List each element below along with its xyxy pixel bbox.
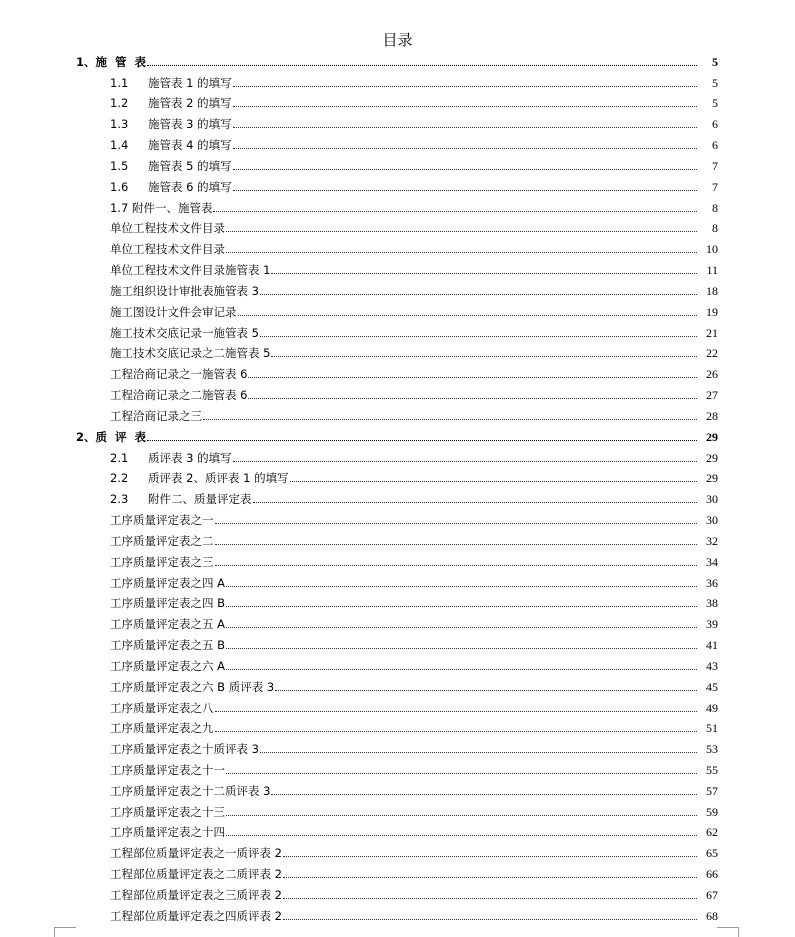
toc-dot-leader (226, 647, 697, 649)
toc-entry-label (110, 159, 232, 175)
toc-entry-label: 工序质量评定表之三 (110, 554, 214, 569)
toc-page-number: 65 (706, 846, 718, 861)
toc-page-number: 29 (706, 450, 718, 465)
toc-entry[interactable] (0, 737, 795, 758)
toc-dot-leader (253, 501, 698, 503)
toc-entry[interactable] (0, 571, 795, 592)
toc-entry[interactable] (0, 883, 795, 904)
toc-entry-number: 2.2 (110, 471, 129, 486)
toc-entry[interactable] (0, 487, 795, 508)
toc-dot-leader (233, 147, 697, 149)
toc-page-number: 34 (706, 554, 718, 569)
toc-entry-label (110, 451, 232, 467)
toc-page-number: 27 (706, 388, 718, 403)
toc-dot-leader (233, 126, 697, 128)
toc-entry-label: 工序质量评定表之十二质评表 3 (110, 783, 271, 798)
toc-entry-number: 1.1 (110, 75, 129, 90)
toc-entry[interactable] (0, 342, 795, 363)
toc-page-number: 7 (712, 179, 718, 194)
toc-entry-title: 施管表 1 的填写 (148, 75, 232, 90)
toc-page-number: 29 (706, 429, 718, 444)
toc-dot-leader (147, 64, 697, 66)
toc-entry[interactable] (0, 362, 795, 383)
toc-entry-label: 工序质量评定表之四 B (110, 596, 226, 611)
toc-entry[interactable] (0, 779, 795, 800)
page-corner-mark-right (718, 927, 739, 937)
toc-dot-leader (283, 897, 697, 899)
toc-entry-number: 1.5 (110, 158, 129, 173)
toc-page-number: 41 (706, 638, 718, 653)
toc-entry-label: 工序质量评定表之十质评表 3 (110, 742, 259, 757)
toc-page-number: 32 (706, 533, 718, 548)
toc-page-number: 8 (712, 200, 718, 215)
toc-page-number: 6 (712, 117, 718, 132)
toc-entry[interactable] (0, 654, 795, 675)
toc-page-number: 29 (706, 471, 718, 486)
toc-page-number: 30 (706, 513, 718, 528)
toc-entry-title: 质评表 3 的填写 (148, 450, 232, 465)
toc-entry[interactable] (0, 175, 795, 196)
toc-page-number: 67 (706, 887, 718, 902)
toc-entry-label (110, 117, 232, 133)
toc-entry-title: 施管表 4 的填写 (148, 138, 232, 153)
toc-page-number: 6 (712, 138, 718, 153)
toc-entry[interactable] (0, 592, 795, 613)
toc-entry-label: 单位工程技术文件目录施管表 1 (110, 263, 271, 278)
toc-entry[interactable] (0, 508, 795, 529)
toc-entry-label: 施工技术交底记录一施管表 5 (110, 325, 259, 340)
toc-entry[interactable] (0, 904, 795, 925)
toc-page-number: 59 (706, 804, 718, 819)
toc-entry-number: 1.2 (110, 96, 129, 111)
toc-entry-title: 施管表 3 的填写 (148, 117, 232, 132)
toc-dot-leader (233, 85, 697, 87)
toc-entry[interactable] (0, 633, 795, 654)
toc-page-number: 28 (706, 408, 718, 423)
toc-entry-title: 附件二、质量评定表 (148, 492, 252, 507)
toc-chapter-entry[interactable] (0, 425, 795, 446)
toc-dot-leader (283, 918, 697, 920)
toc-entry[interactable] (0, 612, 795, 633)
toc-page-number: 68 (706, 908, 718, 923)
toc-dot-leader (226, 585, 697, 587)
toc-entry-label: 单位工程技术文件目录 (110, 242, 225, 257)
toc-entry-label: 工程部位质量评定表之一质评表 2 (110, 846, 282, 861)
toc-page-number: 19 (706, 304, 718, 319)
toc-page-number: 18 (706, 283, 718, 298)
toc-entry-label (110, 138, 232, 154)
toc-page-number: 5 (712, 96, 718, 111)
toc-list (0, 50, 795, 925)
toc-entry-number: 2.3 (110, 492, 129, 507)
toc-entry-label: 工程部位质量评定表之三质评表 2 (110, 887, 282, 902)
toc-entry-label: 工程洽商记录之三 (110, 408, 202, 423)
toc-page-number: 8 (712, 221, 718, 236)
toc-entry[interactable] (0, 71, 795, 92)
toc-entry[interactable] (0, 696, 795, 717)
toc-entry[interactable] (0, 133, 795, 154)
toc-dot-leader (215, 730, 698, 732)
toc-entry[interactable] (0, 800, 795, 821)
toc-entry-number: 2.1 (110, 450, 129, 465)
toc-entry[interactable] (0, 196, 795, 217)
toc-dot-leader (233, 168, 697, 170)
toc-entry-label: 工程洽商记录之二施管表 6 (110, 388, 248, 403)
toc-page-number: 49 (706, 700, 718, 715)
toc-page-number: 22 (706, 346, 718, 361)
toc-entry[interactable] (0, 112, 795, 133)
toc-dot-leader (213, 210, 697, 212)
toc-page-number: 36 (706, 575, 718, 590)
toc-page-number: 66 (706, 867, 718, 882)
toc-page-number: 43 (706, 658, 718, 673)
toc-entry[interactable] (0, 821, 795, 842)
toc-dot-leader (233, 189, 697, 191)
toc-entry-label: 工序质量评定表之十一 (110, 762, 225, 777)
toc-entry-label: 1.7 附件一、施管表 (110, 200, 213, 215)
toc-page-number: 26 (706, 367, 718, 382)
toc-chapter-entry[interactable] (0, 50, 795, 71)
toc-entry-label: 工程洽商记录之一施管表 6 (110, 367, 248, 382)
toc-page-number: 45 (706, 679, 718, 694)
toc-page-number: 55 (706, 762, 718, 777)
toc-page-number: 21 (706, 325, 718, 340)
toc-entry-label (110, 492, 252, 508)
toc-dot-leader (271, 793, 697, 795)
toc-page-number: 38 (706, 596, 718, 611)
toc-page-number: 10 (706, 242, 718, 257)
toc-entry-label: 工程部位质量评定表之二质评表 2 (110, 867, 282, 882)
toc-entry-label: 施工组织设计审批表施管表 3 (110, 283, 259, 298)
toc-entry-number: 1.3 (110, 117, 129, 132)
toc-dot-leader (290, 480, 697, 482)
toc-entry-label: 工序质量评定表之六 A (110, 658, 226, 673)
toc-entry[interactable] (0, 446, 795, 467)
toc-entry-title: 质评表 2、质评表 1 的填写 (148, 471, 289, 486)
toc-entry[interactable] (0, 154, 795, 175)
toc-entry-label (110, 180, 232, 196)
toc-entry[interactable] (0, 237, 795, 258)
toc-dot-leader (226, 605, 697, 607)
toc-dot-leader (226, 834, 697, 836)
toc-dot-leader (203, 418, 697, 420)
toc-page-number: 5 (712, 54, 718, 69)
toc-dot-leader (226, 626, 697, 628)
toc-entry-label: 施工图设计文件会审记录 (110, 304, 237, 319)
toc-dot-leader (271, 272, 697, 274)
toc-dot-leader (226, 772, 697, 774)
toc-entry[interactable] (0, 404, 795, 425)
toc-entry[interactable] (0, 529, 795, 550)
toc-entry-title: 施管表 2 的填写 (148, 96, 232, 111)
toc-entry[interactable] (0, 300, 795, 321)
toc-page-number: 51 (706, 721, 718, 736)
toc-entry-label: 工序质量评定表之十三 (110, 804, 225, 819)
toc-entry-label: 工序质量评定表之四 A (110, 575, 226, 590)
toc-entry[interactable] (0, 383, 795, 404)
toc-entry[interactable] (0, 862, 795, 883)
toc-entry-number: 1.4 (110, 138, 129, 153)
toc-entry-label (110, 471, 289, 487)
toc-dot-leader (215, 564, 698, 566)
toc-entry-label: 工序质量评定表之五 A (110, 617, 226, 632)
toc-entry[interactable] (0, 279, 795, 300)
toc-page-number: 53 (706, 742, 718, 757)
toc-dot-leader (215, 522, 698, 524)
toc-entry-label: 2、质 评 表 (76, 429, 147, 444)
page-corner-mark-left (54, 927, 75, 937)
toc-entry-number: 1.6 (110, 179, 129, 194)
toc-entry[interactable] (0, 321, 795, 342)
toc-dot-leader (260, 293, 697, 295)
toc-entry-label: 工序质量评定表之二 (110, 533, 214, 548)
toc-entry[interactable] (0, 675, 795, 696)
toc-dot-leader (248, 397, 697, 399)
toc-dot-leader (248, 376, 697, 378)
toc-entry-title: 施管表 5 的填写 (148, 158, 232, 173)
toc-page-number: 30 (706, 492, 718, 507)
toc-dot-leader (226, 668, 697, 670)
toc-dot-leader (226, 814, 697, 816)
toc-entry-label: 工序质量评定表之八 (110, 700, 214, 715)
toc-entry-label: 1、施 管 表 (76, 54, 147, 69)
toc-dot-leader (233, 105, 697, 107)
toc-entry-label: 工程部位质量评定表之四质评表 2 (110, 908, 282, 923)
toc-entry-label: 工序质量评定表之十四 (110, 825, 225, 840)
toc-dot-leader (271, 355, 697, 357)
toc-entry-label: 工序质量评定表之五 B (110, 638, 226, 653)
toc-page-number: 62 (706, 825, 718, 840)
toc-dot-leader (147, 439, 697, 441)
toc-page-number: 11 (706, 263, 718, 278)
toc-entry[interactable] (0, 550, 795, 571)
toc-dot-leader (233, 460, 697, 462)
toc-entry[interactable] (0, 467, 795, 488)
toc-dot-leader (260, 335, 697, 337)
toc-entry-title: 施管表 6 的填写 (148, 179, 232, 194)
toc-entry-label: 工序质量评定表之九 (110, 721, 214, 736)
toc-dot-leader (275, 689, 697, 691)
toc-dot-leader (260, 751, 697, 753)
toc-dot-leader (226, 251, 697, 253)
toc-page-number: 57 (706, 783, 718, 798)
toc-dot-leader (238, 314, 698, 316)
toc-dot-leader (226, 230, 697, 232)
toc-dot-leader (283, 876, 697, 878)
toc-dot-leader (215, 543, 698, 545)
toc-entry[interactable] (0, 841, 795, 862)
toc-entry-label: 单位工程技术文件目录 (110, 221, 225, 236)
toc-title: 目录 (382, 31, 413, 49)
toc-entry-label: 工序质量评定表之一 (110, 513, 214, 528)
toc-entry-label (110, 76, 232, 92)
toc-entry-label: 工序质量评定表之六 B 质评表 3 (110, 679, 275, 694)
toc-page-number: 7 (712, 158, 718, 173)
toc-entry[interactable] (0, 258, 795, 279)
toc-entry[interactable] (0, 92, 795, 113)
toc-entry-label: 施工技术交底记录之二施管表 5 (110, 346, 271, 361)
toc-page-number: 39 (706, 617, 718, 632)
toc-page-number: 5 (712, 75, 718, 90)
toc-entry[interactable] (0, 717, 795, 738)
toc-dot-leader (215, 710, 698, 712)
toc-entry-label (110, 96, 232, 112)
toc-dot-leader (283, 855, 697, 857)
toc-entry[interactable] (0, 758, 795, 779)
toc-entry[interactable] (0, 217, 795, 238)
